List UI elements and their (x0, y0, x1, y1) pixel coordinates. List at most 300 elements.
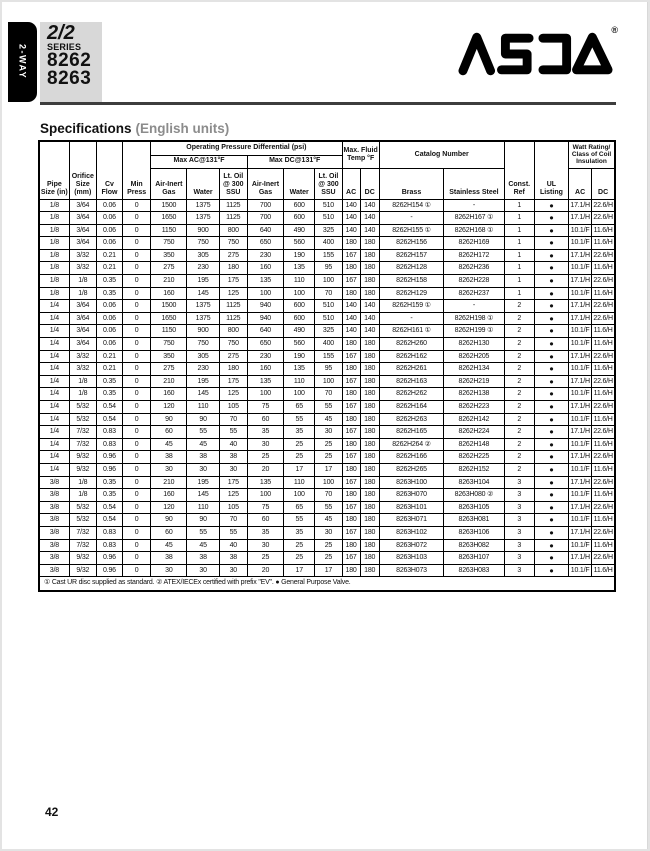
watt-dc: 11.6/H (592, 224, 615, 237)
min-press: 0 (123, 224, 151, 237)
cv-flow: 0.83 (96, 438, 122, 451)
table-row (39, 312, 615, 325)
watt-dc: 22.6/H (592, 249, 615, 262)
watt-ac: 17.1/H (569, 501, 592, 514)
col-header-watt-dc: DC (592, 168, 615, 199)
watt-ac: 17.1/H (569, 275, 592, 288)
catalog-stainless-steel: 8263H106 (444, 526, 504, 539)
max-dc-water: 600 (284, 212, 315, 225)
ul-listing: ● (534, 438, 568, 451)
catalog-stainless-steel: 8262H199 ① (444, 325, 504, 338)
max-fluid-temp-ac: 180 (342, 338, 360, 351)
max-dc-lt-oil: 400 (315, 237, 342, 250)
orifice-size: 3/32 (69, 350, 96, 363)
watt-dc: 22.6/H (592, 426, 615, 439)
asco-logo-icon (458, 30, 616, 78)
table-row (39, 526, 615, 539)
catalog-brass: 8262H162 (379, 350, 443, 363)
orifice-size: 5/32 (69, 413, 96, 426)
col-header-ul-listing: UL Listing (534, 141, 568, 199)
max-dc-water: 65 (284, 401, 315, 414)
catalog-brass: 8262H157 (379, 249, 443, 262)
max-dc-lt-oil: 100 (315, 375, 342, 388)
watt-ac: 10.1/F (569, 287, 592, 300)
watt-ac: 17.1/H (569, 451, 592, 464)
catalog-brass: 8262H264 ② (379, 438, 443, 451)
max-dc-water: 25 (284, 438, 315, 451)
max-ac-air-inert-gas: 275 (151, 262, 187, 275)
catalog-stainless-steel: 8262H172 (444, 249, 504, 262)
const-ref: 1 (504, 224, 534, 237)
watt-ac: 17.1/H (569, 199, 592, 212)
col-header-dc-lt-oil: Lt. Oil @ 300 SSU (315, 168, 342, 199)
watt-dc: 22.6/H (592, 401, 615, 414)
max-ac-air-inert-gas: 350 (151, 350, 187, 363)
table-row (39, 539, 615, 552)
table-row (39, 552, 615, 565)
max-fluid-temp-ac: 167 (342, 451, 360, 464)
max-ac-lt-oil: 55 (219, 426, 247, 439)
catalog-brass: 8263H072 (379, 539, 443, 552)
pipe-size: 1/4 (39, 463, 69, 476)
ul-listing: ● (534, 564, 568, 577)
max-dc-water: 560 (284, 237, 315, 250)
min-press: 0 (123, 426, 151, 439)
max-fluid-temp-ac: 167 (342, 526, 360, 539)
ul-listing: ● (534, 476, 568, 489)
const-ref: 3 (504, 514, 534, 527)
table-header (39, 141, 615, 199)
const-ref: 2 (504, 426, 534, 439)
min-press: 0 (123, 401, 151, 414)
catalog-stainless-steel: 8262H168 ① (444, 224, 504, 237)
pipe-size: 1/8 (39, 275, 69, 288)
orifice-size: 3/64 (69, 312, 96, 325)
max-dc-water: 190 (284, 249, 315, 262)
col-header-pipe-size: Pipe Size (in) (39, 141, 69, 199)
catalog-brass: 8262H158 (379, 275, 443, 288)
pipe-size: 3/8 (39, 476, 69, 489)
const-ref: 2 (504, 463, 534, 476)
catalog-stainless-steel: 8262H148 (444, 438, 504, 451)
table-row (39, 375, 615, 388)
ul-listing: ● (534, 224, 568, 237)
max-dc-lt-oil: 17 (315, 463, 342, 476)
max-fluid-temp-dc: 140 (360, 325, 379, 338)
const-ref: 3 (504, 526, 534, 539)
col-header-brass: Brass (379, 168, 443, 199)
series-ratio-label: 2/2 (47, 22, 75, 44)
col-header-ac-water: Water (187, 168, 219, 199)
const-ref: 2 (504, 312, 534, 325)
watt-ac: 10.1/F (569, 224, 592, 237)
max-dc-lt-oil: 25 (315, 451, 342, 464)
max-fluid-temp-dc: 180 (360, 552, 379, 565)
pipe-size: 3/8 (39, 514, 69, 527)
orifice-size: 1/8 (69, 476, 96, 489)
min-press: 0 (123, 564, 151, 577)
max-ac-water: 900 (187, 325, 219, 338)
max-ac-water: 145 (187, 489, 219, 502)
table-row (39, 489, 615, 502)
const-ref: 2 (504, 363, 534, 376)
max-ac-air-inert-gas: 275 (151, 363, 187, 376)
masthead-divider (40, 102, 616, 105)
max-dc-water: 490 (284, 325, 315, 338)
cv-flow: 0.06 (96, 212, 122, 225)
col-header-dc-air-inert-gas: Air-Inert Gas (247, 168, 283, 199)
max-ac-water: 55 (187, 526, 219, 539)
cv-flow: 0.54 (96, 401, 122, 414)
max-dc-water: 65 (284, 501, 315, 514)
max-dc-air-inert-gas: 230 (247, 249, 283, 262)
const-ref: 3 (504, 489, 534, 502)
max-ac-lt-oil: 1125 (219, 312, 247, 325)
table-row (39, 262, 615, 275)
max-ac-water: 90 (187, 413, 219, 426)
pipe-size: 1/8 (39, 224, 69, 237)
max-dc-lt-oil: 25 (315, 552, 342, 565)
max-fluid-temp-dc: 180 (360, 350, 379, 363)
max-ac-lt-oil: 175 (219, 476, 247, 489)
max-fluid-temp-dc: 180 (360, 489, 379, 502)
max-dc-air-inert-gas: 20 (247, 564, 283, 577)
max-fluid-temp-ac: 180 (342, 539, 360, 552)
max-fluid-temp-ac: 167 (342, 426, 360, 439)
watt-ac: 17.1/H (569, 552, 592, 565)
cv-flow: 0.06 (96, 325, 122, 338)
catalog-brass: 8263H103 (379, 552, 443, 565)
catalog-stainless-steel: 8262H198 ① (444, 312, 504, 325)
min-press: 0 (123, 539, 151, 552)
cv-flow: 0.54 (96, 413, 122, 426)
col-header-temp-ac: AC (342, 168, 360, 199)
max-fluid-temp-ac: 140 (342, 300, 360, 313)
catalog-stainless-steel: 8263H082 (444, 539, 504, 552)
cv-flow: 0.35 (96, 287, 122, 300)
min-press: 0 (123, 287, 151, 300)
orifice-size: 7/32 (69, 539, 96, 552)
catalog-stainless-steel: 8262H205 (444, 350, 504, 363)
const-ref: 2 (504, 338, 534, 351)
max-dc-water: 135 (284, 262, 315, 275)
table-row (39, 199, 615, 212)
orifice-size: 3/32 (69, 363, 96, 376)
max-fluid-temp-ac: 180 (342, 564, 360, 577)
max-dc-air-inert-gas: 650 (247, 237, 283, 250)
catalog-stainless-steel: 8263H104 (444, 476, 504, 489)
max-ac-lt-oil: 30 (219, 564, 247, 577)
max-ac-water: 110 (187, 401, 219, 414)
table-footnote: ① Cast UR disc supplied as standard. ② ATEX/IECEx certified with prefix "EV". ● General Purpose Valve. (39, 577, 615, 591)
ul-listing: ● (534, 539, 568, 552)
min-press: 0 (123, 312, 151, 325)
watt-ac: 10.1/F (569, 564, 592, 577)
catalog-brass: 8262H128 (379, 262, 443, 275)
max-fluid-temp-ac: 167 (342, 552, 360, 565)
watt-ac: 10.1/F (569, 363, 592, 376)
ul-listing: ● (534, 463, 568, 476)
max-dc-air-inert-gas: 650 (247, 338, 283, 351)
max-dc-air-inert-gas: 100 (247, 489, 283, 502)
ul-listing: ● (534, 300, 568, 313)
orifice-size: 1/8 (69, 375, 96, 388)
orifice-size: 3/32 (69, 262, 96, 275)
max-ac-air-inert-gas: 120 (151, 401, 187, 414)
table-row (39, 237, 615, 250)
pipe-size: 3/8 (39, 489, 69, 502)
catalog-stainless-steel: 8263H081 (444, 514, 504, 527)
watt-ac: 10.1/F (569, 489, 592, 502)
cv-flow: 0.83 (96, 526, 122, 539)
catalog-brass: 8262H155 ① (379, 224, 443, 237)
max-ac-air-inert-gas: 90 (151, 514, 187, 527)
min-press: 0 (123, 325, 151, 338)
max-dc-lt-oil: 155 (315, 249, 342, 262)
max-fluid-temp-ac: 140 (342, 312, 360, 325)
max-dc-air-inert-gas: 940 (247, 312, 283, 325)
pipe-size: 1/4 (39, 363, 69, 376)
orifice-size: 3/64 (69, 300, 96, 313)
col-header-ac-air-inert-gas: Air-Inert Gas (151, 168, 187, 199)
const-ref: 1 (504, 199, 534, 212)
table-row (39, 514, 615, 527)
watt-dc: 22.6/H (592, 212, 615, 225)
watt-dc: 11.6/H (592, 463, 615, 476)
const-ref: 3 (504, 564, 534, 577)
max-fluid-temp-ac: 180 (342, 287, 360, 300)
min-press: 0 (123, 552, 151, 565)
max-dc-air-inert-gas: 100 (247, 287, 283, 300)
min-press: 0 (123, 350, 151, 363)
pipe-size: 1/4 (39, 350, 69, 363)
pipe-size: 3/8 (39, 526, 69, 539)
table-row (39, 426, 615, 439)
max-fluid-temp-dc: 180 (360, 476, 379, 489)
const-ref: 1 (504, 262, 534, 275)
const-ref: 2 (504, 388, 534, 401)
table-row (39, 388, 615, 401)
max-dc-water: 110 (284, 275, 315, 288)
max-dc-water: 190 (284, 350, 315, 363)
catalog-brass: 8262H156 (379, 237, 443, 250)
max-fluid-temp-dc: 140 (360, 224, 379, 237)
max-fluid-temp-dc: 180 (360, 426, 379, 439)
max-fluid-temp-dc: 180 (360, 363, 379, 376)
watt-ac: 17.1/H (569, 212, 592, 225)
max-ac-air-inert-gas: 60 (151, 426, 187, 439)
max-ac-lt-oil: 175 (219, 275, 247, 288)
max-fluid-temp-dc: 140 (360, 212, 379, 225)
watt-ac: 17.1/H (569, 249, 592, 262)
max-ac-water: 750 (187, 338, 219, 351)
pipe-size: 1/4 (39, 438, 69, 451)
watt-dc: 22.6/H (592, 312, 615, 325)
max-ac-lt-oil: 30 (219, 463, 247, 476)
max-ac-air-inert-gas: 1500 (151, 199, 187, 212)
max-ac-water: 1375 (187, 312, 219, 325)
max-ac-lt-oil: 40 (219, 438, 247, 451)
max-dc-water: 110 (284, 476, 315, 489)
cv-flow: 0.06 (96, 338, 122, 351)
max-fluid-temp-ac: 167 (342, 476, 360, 489)
watt-ac: 10.1/F (569, 463, 592, 476)
max-dc-air-inert-gas: 30 (247, 539, 283, 552)
max-dc-air-inert-gas: 25 (247, 552, 283, 565)
catalog-brass: 8262H261 (379, 363, 443, 376)
max-fluid-temp-ac: 180 (342, 438, 360, 451)
group-header-operating-pressure: Operating Pressure Differential (psi) (151, 141, 342, 155)
group-header-max-dc: Max DC@131°F (247, 155, 342, 168)
cv-flow: 0.83 (96, 539, 122, 552)
max-dc-lt-oil: 17 (315, 564, 342, 577)
table-row (39, 476, 615, 489)
col-header-temp-dc: DC (360, 168, 379, 199)
watt-dc: 11.6/H (592, 338, 615, 351)
max-ac-lt-oil: 275 (219, 249, 247, 262)
max-ac-water: 195 (187, 476, 219, 489)
watt-dc: 11.6/H (592, 564, 615, 577)
table-row (39, 224, 615, 237)
cv-flow: 0.54 (96, 501, 122, 514)
max-dc-water: 560 (284, 338, 315, 351)
max-fluid-temp-ac: 180 (342, 489, 360, 502)
max-dc-air-inert-gas: 60 (247, 413, 283, 426)
pipe-size: 1/4 (39, 426, 69, 439)
const-ref: 1 (504, 287, 534, 300)
watt-ac: 10.1/F (569, 539, 592, 552)
series-number-8263: 8263 (47, 68, 92, 89)
const-ref: 1 (504, 212, 534, 225)
max-dc-lt-oil: 25 (315, 539, 342, 552)
orifice-size: 9/32 (69, 463, 96, 476)
col-header-min-press: Min Press (123, 141, 151, 199)
max-ac-lt-oil: 180 (219, 363, 247, 376)
ul-listing: ● (534, 287, 568, 300)
max-fluid-temp-ac: 167 (342, 501, 360, 514)
max-dc-water: 100 (284, 388, 315, 401)
watt-dc: 11.6/H (592, 388, 615, 401)
min-press: 0 (123, 514, 151, 527)
catalog-stainless-steel: 8262H169 (444, 237, 504, 250)
max-ac-lt-oil: 275 (219, 350, 247, 363)
min-press: 0 (123, 275, 151, 288)
max-fluid-temp-ac: 180 (342, 463, 360, 476)
two-way-side-tab (8, 22, 37, 102)
max-dc-air-inert-gas: 700 (247, 212, 283, 225)
watt-dc: 22.6/H (592, 375, 615, 388)
max-ac-lt-oil: 70 (219, 514, 247, 527)
catalog-brass: 8262H129 (379, 287, 443, 300)
ul-listing: ● (534, 514, 568, 527)
max-ac-water: 30 (187, 463, 219, 476)
orifice-size: 1/8 (69, 287, 96, 300)
max-ac-air-inert-gas: 210 (151, 375, 187, 388)
ul-listing: ● (534, 325, 568, 338)
col-header-watt-ac: AC (569, 168, 592, 199)
max-ac-air-inert-gas: 210 (151, 476, 187, 489)
max-fluid-temp-dc: 180 (360, 451, 379, 464)
const-ref: 2 (504, 438, 534, 451)
max-ac-water: 145 (187, 388, 219, 401)
orifice-size: 3/64 (69, 237, 96, 250)
const-ref: 3 (504, 501, 534, 514)
max-dc-lt-oil: 25 (315, 438, 342, 451)
cv-flow: 0.06 (96, 199, 122, 212)
max-ac-air-inert-gas: 750 (151, 338, 187, 351)
max-dc-air-inert-gas: 700 (247, 199, 283, 212)
min-press: 0 (123, 451, 151, 464)
const-ref: 2 (504, 401, 534, 414)
max-dc-lt-oil: 510 (315, 300, 342, 313)
max-ac-air-inert-gas: 160 (151, 388, 187, 401)
ul-listing: ● (534, 501, 568, 514)
max-ac-water: 1375 (187, 199, 219, 212)
const-ref: 2 (504, 451, 534, 464)
table-row (39, 275, 615, 288)
orifice-size: 1/8 (69, 489, 96, 502)
cv-flow: 0.06 (96, 312, 122, 325)
max-ac-lt-oil: 750 (219, 338, 247, 351)
pipe-size: 1/4 (39, 413, 69, 426)
max-fluid-temp-dc: 140 (360, 300, 379, 313)
pipe-size: 1/4 (39, 451, 69, 464)
orifice-size: 3/64 (69, 224, 96, 237)
const-ref: 2 (504, 375, 534, 388)
max-ac-water: 750 (187, 237, 219, 250)
col-header-cv-flow: Cv Flow (96, 141, 122, 199)
catalog-stainless-steel: 8262H223 (444, 401, 504, 414)
ul-listing: ● (534, 262, 568, 275)
ul-listing: ● (534, 249, 568, 262)
table-row (39, 401, 615, 414)
pipe-size: 1/4 (39, 325, 69, 338)
catalog-stainless-steel: 8263H105 (444, 501, 504, 514)
watt-dc: 11.6/H (592, 237, 615, 250)
spec-table-body (39, 199, 615, 577)
max-fluid-temp-dc: 180 (360, 237, 379, 250)
table-row (39, 501, 615, 514)
const-ref: 3 (504, 552, 534, 565)
max-ac-lt-oil: 105 (219, 401, 247, 414)
max-dc-lt-oil: 30 (315, 526, 342, 539)
min-press: 0 (123, 388, 151, 401)
watt-dc: 22.6/H (592, 552, 615, 565)
watt-dc: 11.6/H (592, 489, 615, 502)
pipe-size: 1/8 (39, 199, 69, 212)
pipe-size: 1/8 (39, 287, 69, 300)
watt-ac: 10.1/F (569, 413, 592, 426)
max-dc-lt-oil: 55 (315, 501, 342, 514)
max-ac-lt-oil: 105 (219, 501, 247, 514)
orifice-size: 3/64 (69, 338, 96, 351)
max-ac-air-inert-gas: 750 (151, 237, 187, 250)
orifice-size: 9/32 (69, 564, 96, 577)
cv-flow: 0.96 (96, 463, 122, 476)
max-fluid-temp-ac: 180 (342, 514, 360, 527)
series-box (40, 22, 102, 102)
max-ac-water: 305 (187, 249, 219, 262)
min-press: 0 (123, 249, 151, 262)
const-ref: 3 (504, 476, 534, 489)
const-ref: 2 (504, 350, 534, 363)
max-ac-air-inert-gas: 30 (151, 564, 187, 577)
orifice-size: 3/64 (69, 199, 96, 212)
max-ac-water: 195 (187, 275, 219, 288)
catalog-brass: - (379, 212, 443, 225)
max-dc-air-inert-gas: 20 (247, 463, 283, 476)
const-ref: 2 (504, 325, 534, 338)
